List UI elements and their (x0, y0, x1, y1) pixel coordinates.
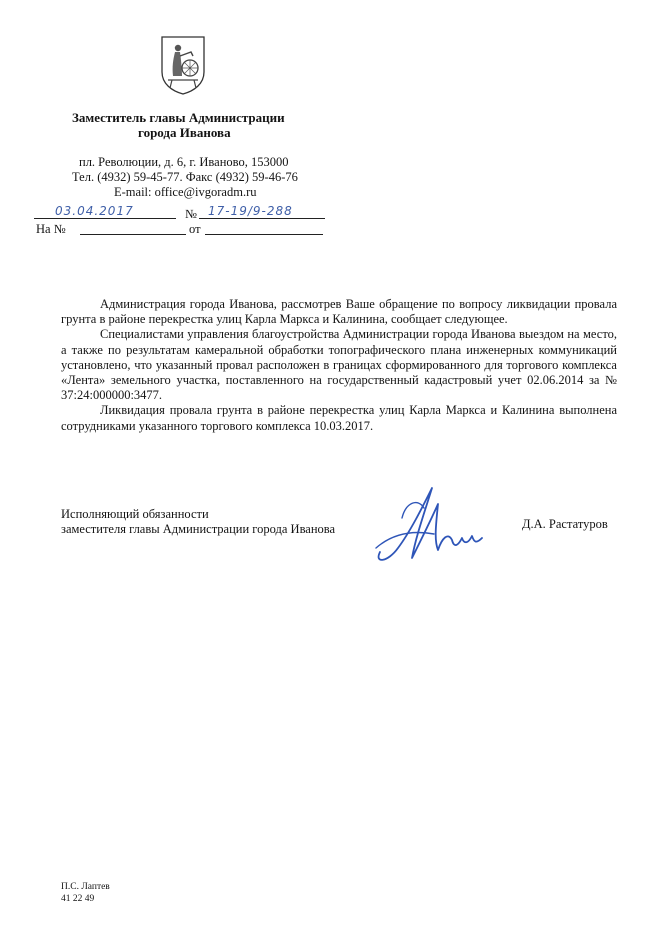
reply-number-line (80, 234, 186, 235)
executor-name: П.С. Лаптев (61, 882, 110, 892)
ivanovo-coat-of-arms-icon (158, 34, 208, 96)
signatory-name: Д.А. Растатуров (522, 517, 608, 531)
signatory-position-line2: заместителя главы Администрации города Иванова (61, 522, 336, 536)
handwritten-signature (372, 478, 490, 570)
org-email: E-mail: office@ivgoradm.ru (114, 185, 257, 199)
date-line (34, 218, 176, 219)
reply-date-line (205, 234, 323, 235)
body-paragraph: Ликвидация провала грунта в районе перекрестка улиц Карла Маркса и Калинина выполнена сотрудниками указанного торгового комплекса 10.03.2017. (61, 403, 617, 433)
org-title-line2: города Иванова (138, 125, 231, 140)
letter-body (61, 297, 617, 434)
from-label: от (189, 222, 201, 236)
handwritten-date: 03.04.2017 (55, 204, 134, 218)
body-paragraph: Администрация города Иванова, рассмотрев Ваше обращение по вопросу ликвидации провала грунта в районе перекрестка улиц Карла Маркса и Калинина, сообщает следующее. (61, 297, 617, 327)
body-paragraph: Специалистами управления благоустройства Администрации города Иванова выездом на место, а также по результатам камеральной обработки топографического плана инженерных коммуникаций установлено, что указанный провал расположен в границах сформированного для торгового комплекса «Лента» земельного участка, поставленного на государственный кадастровый учет 02.06.2014 за № 37:24:000000:3477. (61, 327, 617, 403)
org-address: пл. Революции, д. 6, г. Иваново, 153000 (79, 155, 289, 169)
handwritten-number: 17-19/9-288 (208, 204, 293, 218)
reply-to-label: На № (36, 222, 66, 236)
signatory-position-line1: Исполняющий обязанности (61, 507, 209, 521)
executor-phone: 41 22 49 (61, 894, 95, 904)
number-line (199, 218, 325, 219)
number-label: № (185, 207, 197, 221)
org-title-line1: Заместитель главы Администрации (72, 110, 285, 125)
org-phone-fax: Тел. (4932) 59-45-77. Факс (4932) 59-46-76 (72, 170, 298, 184)
